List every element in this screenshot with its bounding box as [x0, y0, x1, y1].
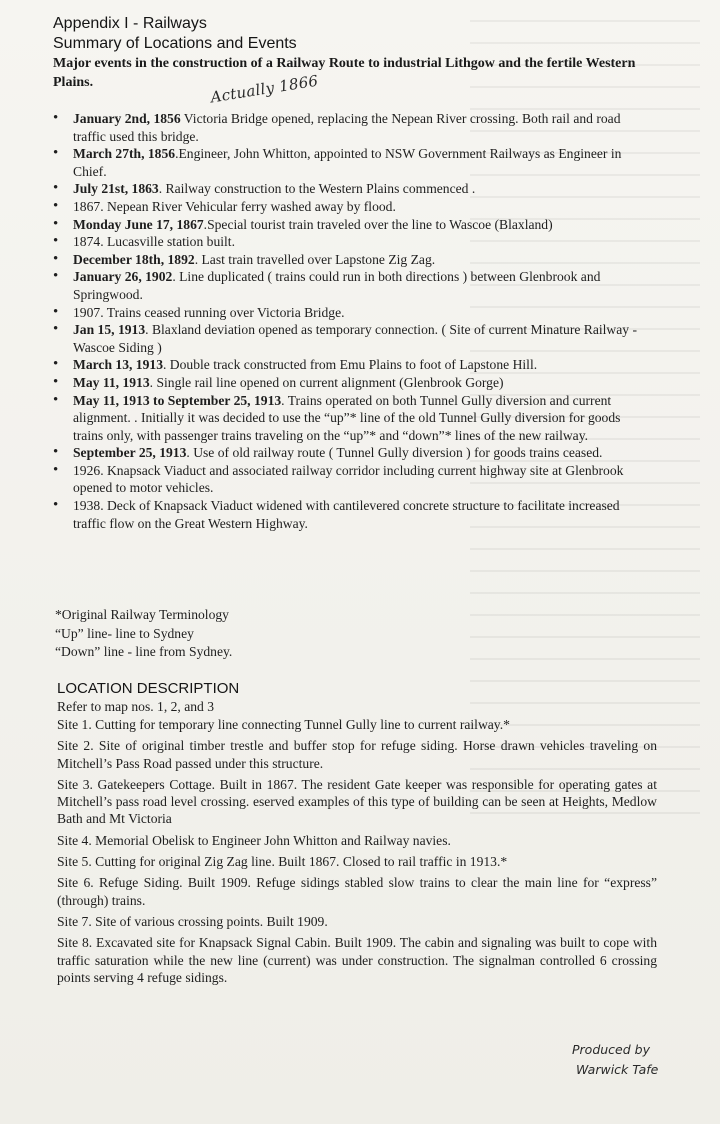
events-list: [53, 110, 653, 532]
sites-list: [57, 716, 657, 986]
event-item: • March 27th, 1856.Engineer, John Whitton, appointed to NSW Government Railways as Engineer in Chief.: [53, 145, 653, 180]
terminology-title: *Original Railway Terminology: [55, 607, 229, 622]
site-item: Site 4. Memorial Obelisk to Engineer John Whitton and Railway navies.: [57, 832, 451, 848]
event-item: • 1874. Lucasville station built.: [53, 233, 653, 251]
site-item: Site 1. Cutting for temporary line connecting Tunnel Gully line to current railway.*: [57, 717, 510, 732]
site-item: Site 6. Refuge Siding. Built 1909. Refuge sidings stabled slow trains to clear the main line for “express” (through) trains.: [57, 875, 657, 908]
event-item: • 1907. Trains ceased running over Victoria Bridge.: [53, 304, 653, 322]
event-item: • July 21st, 1863. Railway construction to the Western Plains commenced .: [53, 180, 653, 198]
event-item: • January 26, 1902. Line duplicated ( trains could run in both directions ) between Glenbrook and Springwood.: [53, 268, 653, 303]
header: [53, 14, 673, 92]
terminology-notes: [55, 606, 455, 662]
site-item: Site 5. Cutting for original Zig Zag line. Built 1867. Closed to rail traffic in 1913.*: [57, 854, 508, 870]
event-item: • January 2nd, 1856 Victoria Bridge opened, replacing the Nepean River crossing. Both rail and road traffic used this bridge.: [53, 110, 653, 145]
down-line-note: “Down” line - line from Sydney.: [55, 644, 233, 659]
signature-line-1: Produced by: [572, 1042, 650, 1057]
event-item: • May 11, 1913 to September 25, 1913. Trains operated on both Tunnel Gully diversion and current alignment. . Initially it was decided to use the “up”* line of the old Tunnel Gully diversion for goods trains only, with passenger trains traveling on the “up”* and “down”* lines of the new railway.: [53, 392, 653, 445]
event-item: • Jan 15, 1913. Blaxland deviation opened as temporary connection. ( Site of current Minature Railway - Wascoe Siding ): [53, 321, 653, 356]
intro-text: Major events in the construction of a Railway Route to industrial Lithgow and the fertile Western Plains.: [53, 56, 636, 90]
event-item: • Monday June 17, 1867.Special tourist train traveled over the line to Wascoe (Blaxland): [53, 216, 653, 234]
event-item: • December 18th, 1892. Last train travelled over Lapstone Zig Zag.: [53, 251, 653, 269]
signature-line-2: Warwick Tafe: [576, 1062, 659, 1077]
site-item: Site 3. Gatekeepers Cottage. Built in 1867. The resident Gate keeper was responsible for operating gates at Mitchell’s pass road level crossing. eserved examples of this type of building can be seen at Heights, Medlow Bath and Mt Victoria: [57, 776, 657, 827]
summary-title: Summary of Locations and Events: [53, 35, 297, 52]
site-item: Site 7. Site of various crossing points. Built 1909.: [57, 913, 328, 929]
map-reference: Refer to map nos. 1, 2, and 3: [57, 699, 215, 714]
location-description: [57, 679, 657, 990]
event-item: • 1938. Deck of Knapsack Viaduct widened with cantilevered concrete structure to facilitate increased traffic flow on the Great Western Highway.: [53, 497, 653, 532]
producer-signature: [572, 1040, 692, 1080]
event-item: • May 11, 1913. Single rail line opened on current alignment (Glenbrook Gorge): [53, 374, 653, 392]
handwritten-annotation: Actually 1866: [209, 71, 320, 107]
site-item: Site 8. Excavated site for Knapsack Signal Cabin. Built 1909. The cabin and signaling was built to cope with traffic saturation while the new line (current) was under construction. The signalman controlled 6 crossing points serving 4 refuge sidings.: [57, 935, 657, 985]
appendix-title: Appendix I - Railways: [53, 15, 207, 32]
up-line-note: “Up” line- line to Sydney: [55, 625, 194, 641]
site-item: Site 2. Site of original timber trestle and buffer stop for refuge siding. Horse drawn vehicles traveling on Mitchell’s Pass Road passed under this structure.: [57, 738, 657, 771]
location-title: LOCATION DESCRIPTION: [57, 680, 240, 697]
event-item: • September 25, 1913. Use of old railway route ( Tunnel Gully diversion ) for goods trains ceased.: [53, 444, 653, 462]
event-item: • 1926. Knapsack Viaduct and associated railway corridor including current highway site at Glenbrook opened to motor vehicles.: [53, 462, 653, 497]
event-item: • March 13, 1913. Double track constructed from Emu Plains to foot of Lapstone Hill.: [53, 356, 653, 374]
event-item: • 1867. Nepean River Vehicular ferry washed away by flood.: [53, 198, 653, 216]
